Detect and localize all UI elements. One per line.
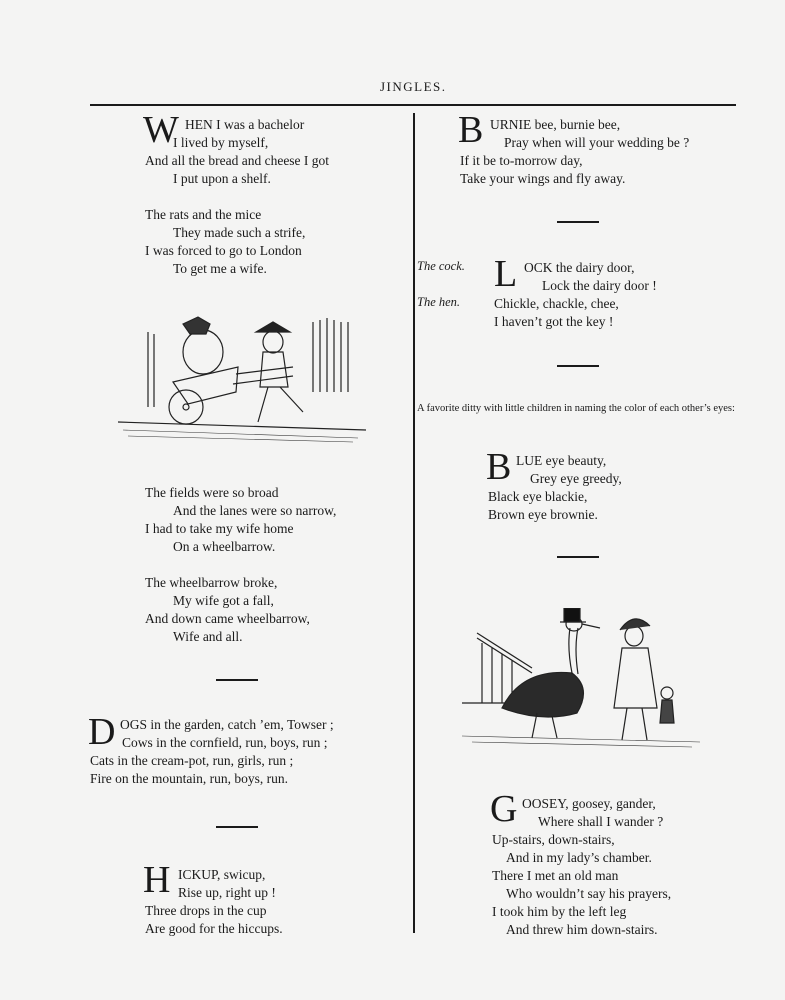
- poem-lock-lines12: OCK the dairy door, Lock the dairy door !: [524, 260, 657, 293]
- separator-rule: [557, 556, 599, 558]
- poem-hickup-rest: Three drops in the cup Are good for the hiccups.: [145, 903, 283, 936]
- poem-bachelor-stanza3: The fields were so broad And the lanes were so narrow, I had to take my wife home On a wheelbarrow.: [145, 485, 337, 554]
- poem-bachelor-stanza2: The rats and the mice They made such a strife, I was forced to go to London To get me a wife.: [145, 207, 306, 276]
- poem-lock-lines34: Chickle, chackle, chee, I haven’t got the key !: [494, 296, 619, 329]
- dropcap-b: B: [458, 109, 484, 151]
- poem-hickup-line1: ICKUP, swicup, Rise up, right up !: [178, 867, 276, 900]
- separator-rule: [557, 365, 599, 367]
- poem-bachelor-stanza4: The wheelbarrow broke, My wife got a fall, And down came wheelbarrow, Wife and all.: [145, 575, 310, 644]
- separator-rule: [216, 679, 258, 681]
- header-rule: [90, 104, 736, 106]
- dropcap-w: W: [143, 109, 179, 151]
- separator-rule: [557, 221, 599, 223]
- poem-eyes-lines12: LUE eye beauty, Grey eye greedy,: [516, 453, 622, 486]
- dropcap-b2: B: [486, 446, 512, 488]
- poem-burnie-rest: If it be to-morrow day, Take your wings and fly away.: [460, 153, 626, 186]
- poem-bachelor-line1: HEN I was a bachelor: [185, 117, 305, 132]
- wheelbarrow-illustration: [118, 312, 366, 447]
- poem-burnie-line1: URNIE bee, burnie bee, Pray when will your wedding be ?: [490, 117, 690, 150]
- poem-dogs-line1: OGS in the garden, catch ’em, Towser ;: [120, 717, 334, 732]
- separator-rule: [216, 826, 258, 828]
- dropcap-h: H: [143, 859, 171, 901]
- poem-eyes-lines34: Black eye blackie, Brown eye brownie.: [488, 489, 598, 522]
- eyes-intro-note: A favorite ditty with little children in naming the color of each other’s eyes:: [417, 403, 735, 414]
- dropcap-l: L: [494, 253, 518, 295]
- goose-illustration: [462, 608, 700, 750]
- poem-goosey-rest: Up-stairs, down-stairs, And in my lady’s chamber. There I met an old man Who wouldn’t say his prayers, I took him by the left leg And threw him down-stairs.: [492, 832, 672, 937]
- dropcap-g: G: [490, 788, 518, 830]
- poem-goosey-lines12: OOSEY, goosey, gander, Where shall I wander ?: [522, 796, 664, 829]
- speaker-cock: The cock.: [417, 259, 465, 273]
- column-divider: [413, 113, 415, 933]
- poem-bachelor-stanza1: I lived by myself, And all the bread and cheese I got I put upon a shelf.: [145, 135, 330, 186]
- dropcap-d: D: [88, 711, 116, 753]
- speaker-hen: The hen.: [417, 295, 461, 309]
- page-header: JINGLES.: [380, 79, 447, 94]
- poem-dogs-rest: Cows in the cornfield, run, boys, run ; Cats in the cream-pot, run, girls, run ; Fire on the mountain, run, boys, run.: [90, 735, 328, 786]
